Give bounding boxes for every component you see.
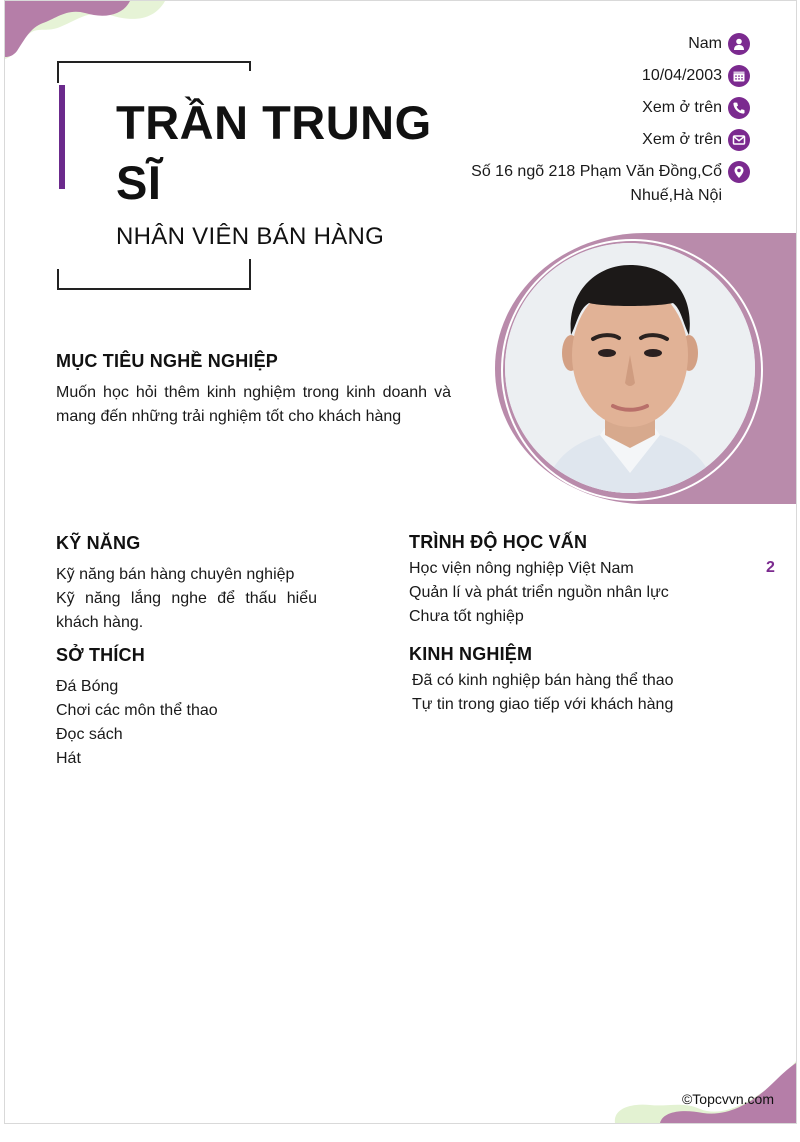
name-accent-bar bbox=[59, 85, 65, 189]
job-title: NHÂN VIÊN BÁN HÀNG bbox=[116, 223, 385, 250]
contact-email: Xem ở trên bbox=[642, 131, 722, 148]
hobbies-heading: SỞ THÍCH bbox=[56, 645, 145, 665]
skill-item: Kỹ năng bán hàng chuyên nghiệp bbox=[56, 566, 295, 583]
footer-brand: ©Topcvvn.com bbox=[681, 1091, 774, 1107]
experience-list bbox=[412, 669, 674, 717]
education-details bbox=[409, 557, 669, 629]
skill-item: Kỹ năng lắng nghe để thấu hiểu khách hàng. bbox=[56, 590, 317, 631]
contact-birthday: 10/04/2003 bbox=[641, 67, 722, 84]
objective-text: Muốn học hỏi thêm kinh nghiệm trong kinh doanh và mang đến những trải nghiệm tốt cho khách hàng bbox=[56, 384, 451, 425]
name-frame-left-top bbox=[57, 61, 59, 83]
calendar-icon bbox=[728, 65, 750, 87]
contact-address bbox=[471, 160, 722, 208]
education-badge: 2 bbox=[766, 559, 775, 576]
user-icon bbox=[728, 33, 750, 55]
objective-heading: MỤC TIÊU NGHỀ NGHIỆP bbox=[56, 351, 279, 371]
cv-page bbox=[4, 0, 797, 1124]
experience-item: Đã có kinh nghiệp bán hàng thể thao bbox=[412, 672, 674, 689]
name-frame-left-bottom bbox=[57, 269, 59, 290]
name-frame-right-bottom bbox=[249, 259, 251, 290]
phone-icon bbox=[728, 97, 750, 119]
education-major: Quản lí và phát triển nguồn nhân lực bbox=[409, 584, 669, 601]
profile-photo bbox=[505, 243, 755, 493]
education-status: Chưa tốt nghiệp bbox=[409, 608, 524, 625]
contact-phone: Xem ở trên bbox=[642, 99, 722, 116]
education-heading: TRÌNH ĐỘ HỌC VẤN bbox=[409, 532, 588, 552]
address-line-2: Nhuế,Hà Nội bbox=[630, 187, 722, 204]
hobby-item: Chơi các môn thể thao bbox=[56, 702, 218, 719]
experience-heading: KINH NGHIỆM bbox=[409, 644, 533, 664]
hobby-item: Đọc sách bbox=[56, 726, 123, 743]
contact-gender: Nam bbox=[688, 35, 722, 52]
name-frame-bottom bbox=[57, 288, 250, 290]
name-frame-top bbox=[57, 61, 250, 63]
address-line-1: Số 16 ngõ 218 Phạm Văn Đồng,Cổ bbox=[471, 163, 722, 180]
name-frame-right-top bbox=[249, 61, 251, 71]
skills-heading: KỸ NĂNG bbox=[56, 533, 141, 553]
hobbies-list bbox=[56, 675, 218, 771]
top-left-blob bbox=[5, 1, 165, 61]
education-school: Học viện nông nghiệp Việt Nam bbox=[409, 560, 634, 577]
location-pin-icon bbox=[728, 161, 750, 183]
hobby-item: Đá Bóng bbox=[56, 678, 119, 695]
experience-item: Tự tin trong giao tiếp với khách hàng bbox=[412, 696, 674, 713]
candidate-name: TRẦN TRUNG SĨ bbox=[116, 96, 432, 209]
mail-icon bbox=[728, 129, 750, 151]
hobby-item: Hát bbox=[56, 750, 81, 767]
skills-list bbox=[56, 563, 317, 635]
